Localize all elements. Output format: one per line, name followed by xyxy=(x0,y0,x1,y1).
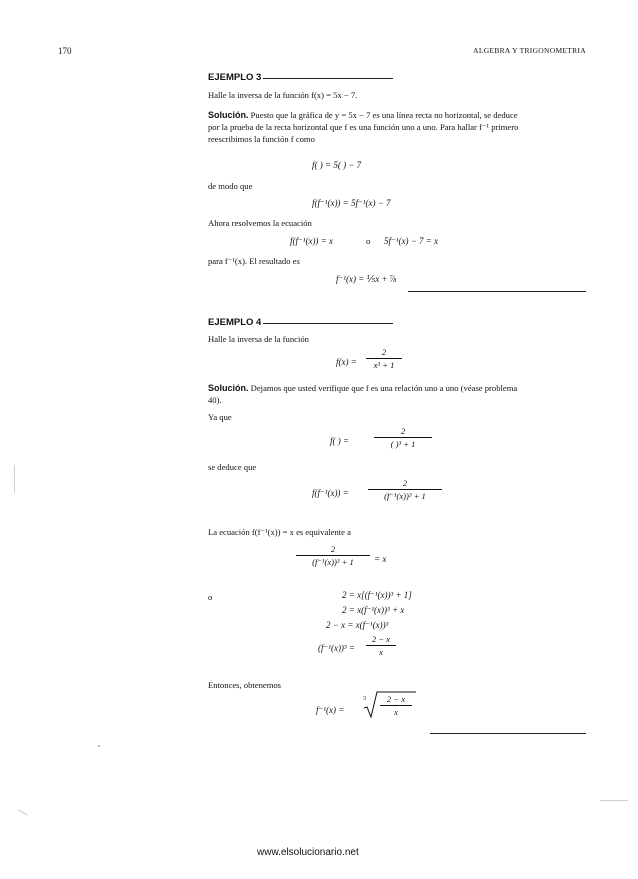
heading-rule xyxy=(263,323,393,324)
text-o: o xyxy=(366,236,371,246)
fraction-step-4 xyxy=(366,634,396,657)
end-rule-4 xyxy=(430,733,586,734)
example-4-title: EJEMPLO 4 xyxy=(208,317,262,328)
fraction-denominator: ( )³ + 1 xyxy=(390,439,416,449)
fraction-denominator: (f⁻¹(x))³ + 1 xyxy=(384,491,426,501)
text-o: o xyxy=(208,592,213,602)
fraction-ffinv xyxy=(368,478,442,501)
fraction-bar xyxy=(368,489,442,490)
scan-mark xyxy=(18,810,27,816)
fraction-equivalent xyxy=(296,544,370,567)
text-equivalente: La ecuación f(f⁻¹(x)) = x es equivalente a xyxy=(208,527,351,537)
equation-equals-x: = x xyxy=(374,554,387,564)
scan-mark xyxy=(600,800,628,801)
fraction-bar xyxy=(380,705,412,706)
step-4-lhs: (f⁻¹(x))³ = xyxy=(318,643,355,653)
fraction-numerator: 2 xyxy=(400,426,406,436)
step-2: 2 = x(f⁻¹(x))³ + x xyxy=(342,605,405,615)
example-4-heading xyxy=(208,317,393,328)
fraction-bar xyxy=(366,358,402,359)
text-se-deduce-que: se deduce que xyxy=(208,462,257,472)
example-4-solution-line-2: 40). xyxy=(208,395,222,405)
equation-f-blank-lhs: f( ) = xyxy=(330,436,350,446)
solution-label: Solución. xyxy=(208,110,249,120)
fraction-bar xyxy=(296,555,370,556)
example-3-heading xyxy=(208,72,393,83)
example-3-solution-line-3: reescribimos la función f como xyxy=(208,134,315,144)
step-3: 2 − x = x(f⁻¹(x))³ xyxy=(326,620,389,630)
fraction-bar xyxy=(366,645,396,646)
end-rule-3 xyxy=(408,291,586,292)
equation-f-finv: f(f⁻¹(x)) = 5f⁻¹(x) − 7 xyxy=(312,198,391,208)
fraction-numerator: 2 xyxy=(330,544,336,554)
solution-text: Puesto que la gráfica de y = 5x − 7 es una línea recta no horizontal, se deduce xyxy=(250,110,518,120)
page-number: 170 xyxy=(58,46,72,56)
fraction-bar xyxy=(374,437,432,438)
fraction-denominator: x xyxy=(379,647,383,657)
fraction-denominator: (f⁻¹(x))³ + 1 xyxy=(312,557,354,567)
fraction-numerator: 2 xyxy=(402,478,408,488)
footer-url: www.elsolucionario.net xyxy=(257,847,359,858)
example-4-statement: Halle la inversa de la función xyxy=(208,334,309,344)
solution-text: Dejamos que usted verifique que f es una relación uno a uno (véase problema xyxy=(250,383,518,393)
equation-fx-lhs: f(x) = xyxy=(336,357,357,367)
fraction-numerator: 2 xyxy=(381,347,387,357)
equation-5finv: 5f⁻¹(x) − 7 = x xyxy=(384,236,439,246)
example-3-statement: Halle la inversa de la función f(x) = 5x − 7. xyxy=(208,90,358,100)
running-title: ALGEBRA Y TRIGONOMETRIA xyxy=(473,46,586,55)
heading-rule xyxy=(263,78,393,79)
equation-f-blank: f( ) = 5( ) − 7 xyxy=(312,160,362,170)
fraction-denominator: x xyxy=(394,707,398,717)
final-lhs: f⁻¹(x) = xyxy=(316,705,345,715)
text-para-finv: para f⁻¹(x). El resultado es xyxy=(208,256,300,266)
scan-mark xyxy=(98,745,100,747)
equation-result-3: f⁻¹(x) = ⅕x + ⅞ xyxy=(336,274,397,284)
example-3-solution-line-1 xyxy=(208,110,518,121)
equation-ffinv-x: f(f⁻¹(x)) = x xyxy=(290,236,334,246)
text-de-modo-que: de modo que xyxy=(208,181,253,191)
solution-label: Solución. xyxy=(208,383,249,393)
example-3-title: EJEMPLO 3 xyxy=(208,72,262,83)
radical-index: 3 xyxy=(363,696,366,702)
fraction-denominator: x³ + 1 xyxy=(373,360,395,370)
equation-ffinv-lhs: f(f⁻¹(x)) = xyxy=(312,488,349,498)
fraction-numerator: 2 − x xyxy=(386,694,406,704)
example-3-solution-line-2: por la prueba de la recta horizontal que f es una función uno a uno. Para hallar f⁻¹ primero xyxy=(208,122,519,132)
scan-mark xyxy=(14,465,15,493)
example-4-solution-line-1 xyxy=(208,383,517,394)
fraction-fx xyxy=(366,347,402,370)
text-ahora-resolvemos: Ahora resolvemos la ecuación xyxy=(208,218,312,228)
text-entonces: Entonces, obtenemos xyxy=(208,680,282,690)
fraction-final xyxy=(380,694,412,717)
step-1: 2 = x[(f⁻¹(x))³ + 1] xyxy=(342,590,412,600)
fraction-blank xyxy=(374,426,432,449)
fraction-numerator: 2 − x xyxy=(371,634,391,644)
text-ya-que: Ya que xyxy=(208,412,232,422)
